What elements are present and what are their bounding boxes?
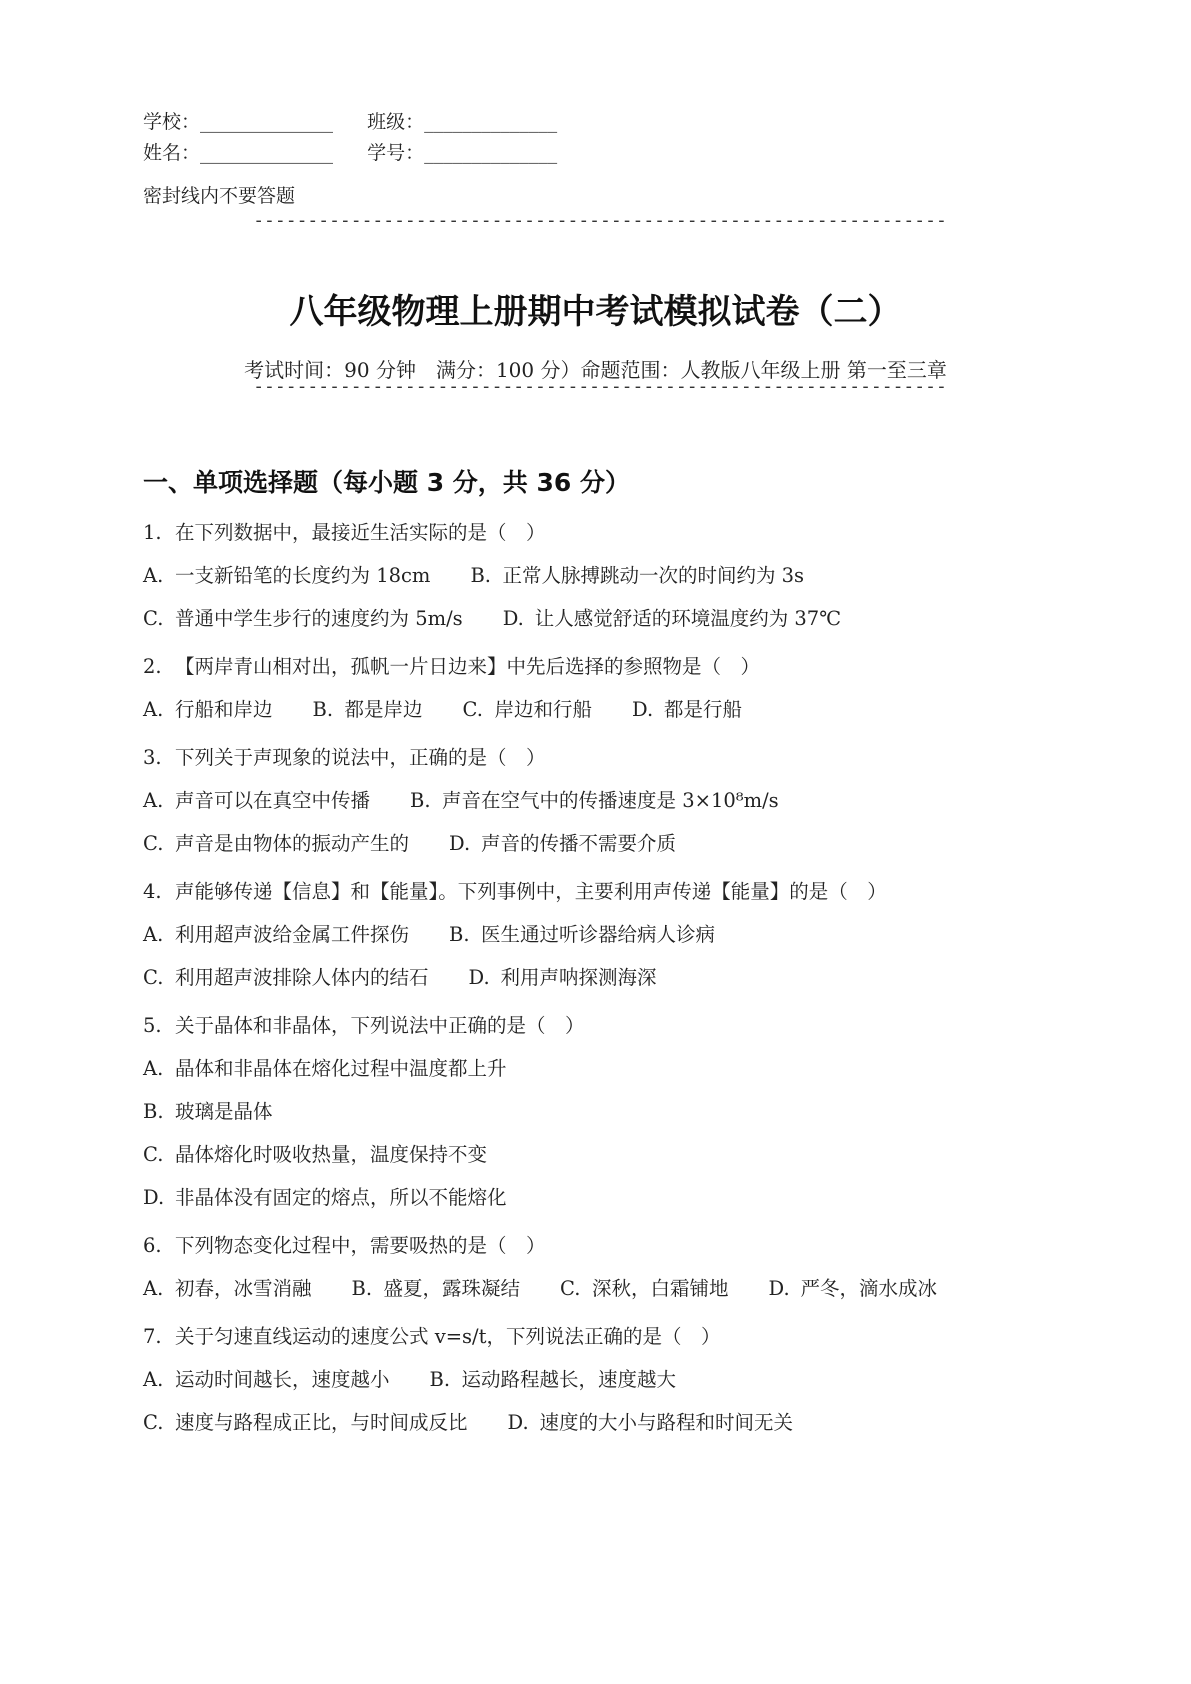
- exam-subtitle: 考试时间：90 分钟 满分：100 分）命题范围：人教版八年级上册 第一至三章: [244, 358, 947, 382]
- question-number: 5.: [143, 1014, 162, 1037]
- answer-option[interactable]: [463, 695, 593, 725]
- question-item: [143, 1011, 1063, 1231]
- question-number: 3.: [143, 746, 162, 769]
- option-text: 晶体和非晶体在熔化过程中温度都上升: [175, 1057, 507, 1080]
- option-text: 晶体熔化时吸收热量，温度保持不变: [175, 1143, 488, 1166]
- option-text: 速度与路程成正比，与时间成反比: [175, 1411, 468, 1434]
- question-number: 2.: [143, 655, 162, 678]
- option-letter: C.: [462, 698, 483, 721]
- option-letter: A.: [143, 564, 164, 587]
- option-text: 利用超声波排除人体内的结石: [175, 966, 429, 989]
- seal-line-notice: 密封线内不要答题: [143, 185, 296, 207]
- answer-option[interactable]: [430, 1365, 677, 1395]
- option-row: [143, 1365, 1063, 1408]
- option-letter: A.: [143, 789, 164, 812]
- school-blank: ______________: [200, 111, 334, 133]
- class-field[interactable]: [367, 110, 557, 134]
- option-text: 速度的大小与路程和时间无关: [539, 1411, 794, 1434]
- question-item: [143, 743, 1063, 877]
- option-letter: C.: [143, 607, 164, 630]
- answer-option[interactable]: [143, 963, 429, 993]
- answer-option[interactable]: [143, 1140, 487, 1170]
- question-stem: [143, 518, 1063, 561]
- option-row: [143, 1140, 1063, 1183]
- header-row-school-class: [143, 110, 557, 134]
- option-text: 声音在空气中的传播速度是 3×10⁸m/s: [442, 789, 779, 812]
- option-row: [143, 786, 1063, 829]
- student-id-field[interactable]: [367, 141, 557, 165]
- option-letter: D.: [449, 832, 471, 855]
- question-item: [143, 652, 1063, 743]
- option-letter: C.: [143, 1411, 164, 1434]
- page-title: 八年级物理上册期中考试模拟试卷（二）: [289, 292, 902, 332]
- question-stem: [143, 1322, 1063, 1365]
- answer-option[interactable]: [352, 1274, 521, 1304]
- option-letter: D.: [143, 1186, 165, 1209]
- option-letter: B.: [143, 1100, 164, 1123]
- answer-option[interactable]: [470, 561, 804, 591]
- answer-option[interactable]: [143, 561, 430, 591]
- answer-option[interactable]: [143, 1274, 312, 1304]
- option-text: 利用超声波给金属工件探伤: [175, 923, 410, 946]
- answer-option[interactable]: [143, 920, 409, 950]
- answer-option[interactable]: [143, 1408, 468, 1438]
- name-field[interactable]: [143, 141, 333, 165]
- class-blank: ______________: [424, 111, 558, 133]
- question-item: [143, 518, 1063, 652]
- question-item: [143, 1322, 1063, 1456]
- school-field[interactable]: [143, 110, 333, 134]
- option-text: 正常人脉搏跳动一次的时间约为 3s: [502, 564, 805, 587]
- option-letter: A.: [143, 1277, 164, 1300]
- question-stem: [143, 877, 1063, 920]
- answer-option[interactable]: [508, 1408, 794, 1438]
- option-row: [143, 1408, 1063, 1456]
- answer-option[interactable]: [560, 1274, 729, 1304]
- question-list: [143, 518, 1063, 1456]
- option-letter: C.: [143, 832, 164, 855]
- class-label: 班级：: [367, 111, 425, 133]
- option-letter: B.: [429, 1368, 451, 1391]
- option-letter: B.: [449, 923, 470, 946]
- option-text: 严冬，滴水成冰: [800, 1277, 938, 1300]
- option-letter: A.: [143, 698, 164, 721]
- question-number: 7.: [143, 1325, 162, 1348]
- answer-option[interactable]: [143, 604, 463, 634]
- answer-option[interactable]: [469, 963, 657, 993]
- answer-option[interactable]: [410, 786, 779, 816]
- answer-option[interactable]: [503, 604, 841, 634]
- question-stem: [143, 743, 1063, 786]
- question-text: 关于匀速直线运动的速度公式 v=s/t，下列说法正确的是（ ）: [175, 1325, 721, 1348]
- option-text: 让人感觉舒适的环境温度约为 37℃: [534, 607, 842, 630]
- question-text: 关于晶体和非晶体，下列说法中正确的是（ ）: [175, 1014, 585, 1037]
- option-row: [143, 561, 1063, 604]
- question-text: 声能够传递【信息】和【能量】。下列事例中，主要利用声传递【能量】的是（ ）: [175, 880, 887, 903]
- option-text: 初春，冰雪消融: [175, 1277, 312, 1300]
- seal-divider-bottom: ----------------------------------------------------------------: [253, 376, 947, 397]
- answer-option[interactable]: [143, 829, 409, 859]
- option-text: 非晶体没有固定的熔点，所以不能熔化: [175, 1186, 507, 1209]
- option-row: [143, 963, 1063, 1011]
- option-text: 行船和岸边: [175, 698, 273, 721]
- question-text: 下列物态变化过程中，需要吸热的是（ ）: [175, 1234, 546, 1257]
- section-heading: 一、单项选择题（每小题 3 分，共 36 分）: [143, 468, 631, 497]
- header-row-name-id: [143, 141, 557, 165]
- option-letter: D.: [507, 1411, 529, 1434]
- answer-option[interactable]: [449, 829, 676, 859]
- option-text: 利用声呐探测海深: [500, 966, 657, 989]
- option-text: 声音可以在真空中传播: [175, 789, 371, 812]
- answer-option[interactable]: [143, 1054, 507, 1084]
- answer-option[interactable]: [769, 1274, 938, 1304]
- option-letter: D.: [768, 1277, 790, 1300]
- answer-option[interactable]: [143, 695, 273, 725]
- option-text: 运动时间越长，速度越小: [175, 1368, 390, 1391]
- option-text: 运动路程越长，速度越大: [461, 1368, 677, 1391]
- answer-option[interactable]: [632, 695, 742, 725]
- question-stem: [143, 652, 1063, 695]
- option-row: [143, 1274, 1063, 1322]
- option-text: 盛夏，露珠凝结: [383, 1277, 521, 1300]
- option-row: [143, 829, 1063, 877]
- student-id-blank: ______________: [424, 142, 558, 164]
- name-blank: ______________: [200, 142, 334, 164]
- option-letter: C.: [560, 1277, 581, 1300]
- question-stem: [143, 1011, 1063, 1054]
- answer-option[interactable]: [143, 786, 370, 816]
- question-text: 下列关于声现象的说法中，正确的是（ ）: [175, 746, 546, 769]
- option-text: 医生通过听诊器给病人诊病: [481, 923, 716, 946]
- option-text: 玻璃是晶体: [175, 1100, 273, 1123]
- question-number: 1.: [143, 521, 162, 544]
- question-text: 在下列数据中，最接近生活实际的是（ ）: [175, 521, 546, 544]
- option-letter: A.: [143, 923, 164, 946]
- option-letter: D.: [632, 698, 654, 721]
- option-letter: C.: [143, 966, 164, 989]
- option-text: 岸边和行船: [494, 698, 593, 721]
- question-number: 4.: [143, 880, 162, 903]
- option-letter: B.: [410, 789, 431, 812]
- name-label: 姓名：: [143, 142, 201, 164]
- question-stem: [143, 1231, 1063, 1274]
- option-row: [143, 1183, 1063, 1231]
- option-text: 都是岸边: [344, 698, 423, 721]
- option-letter: D.: [502, 607, 524, 630]
- option-row: [143, 920, 1063, 963]
- seal-divider-top: ----------------------------------------------------------------: [253, 210, 947, 231]
- question-number: 6.: [143, 1234, 162, 1257]
- option-text: 一支新铅笔的长度约为 18cm: [175, 564, 431, 587]
- option-row: [143, 1054, 1063, 1097]
- option-letter: C.: [143, 1143, 164, 1166]
- answer-option[interactable]: [143, 1097, 273, 1127]
- option-row: [143, 604, 1063, 652]
- answer-option[interactable]: [143, 1365, 390, 1395]
- question-item: [143, 877, 1063, 1011]
- option-letter: B.: [351, 1277, 373, 1300]
- question-text: 【两岸青山相对出，孤帆一片日边来】中先后选择的参照物是（ ）: [175, 655, 761, 678]
- answer-option[interactable]: [449, 920, 715, 950]
- option-text: 普通中学生步行的速度约为 5m/s: [175, 607, 463, 630]
- option-letter: D.: [468, 966, 490, 989]
- option-letter: B.: [312, 698, 334, 721]
- option-text: 声音的传播不需要介质: [481, 832, 677, 855]
- option-letter: A.: [143, 1057, 164, 1080]
- option-text: 声音是由物体的振动产生的: [175, 832, 410, 855]
- student-id-label: 学号：: [367, 142, 425, 164]
- option-row: [143, 695, 1063, 743]
- option-row: [143, 1097, 1063, 1140]
- answer-option[interactable]: [143, 1183, 507, 1213]
- option-letter: A.: [143, 1368, 164, 1391]
- school-label: 学校：: [143, 111, 201, 133]
- answer-option[interactable]: [313, 695, 423, 725]
- option-text: 深秋，白霜铺地: [592, 1277, 729, 1300]
- option-letter: B.: [470, 564, 491, 587]
- option-text: 都是行船: [664, 698, 743, 721]
- question-item: [143, 1231, 1063, 1322]
